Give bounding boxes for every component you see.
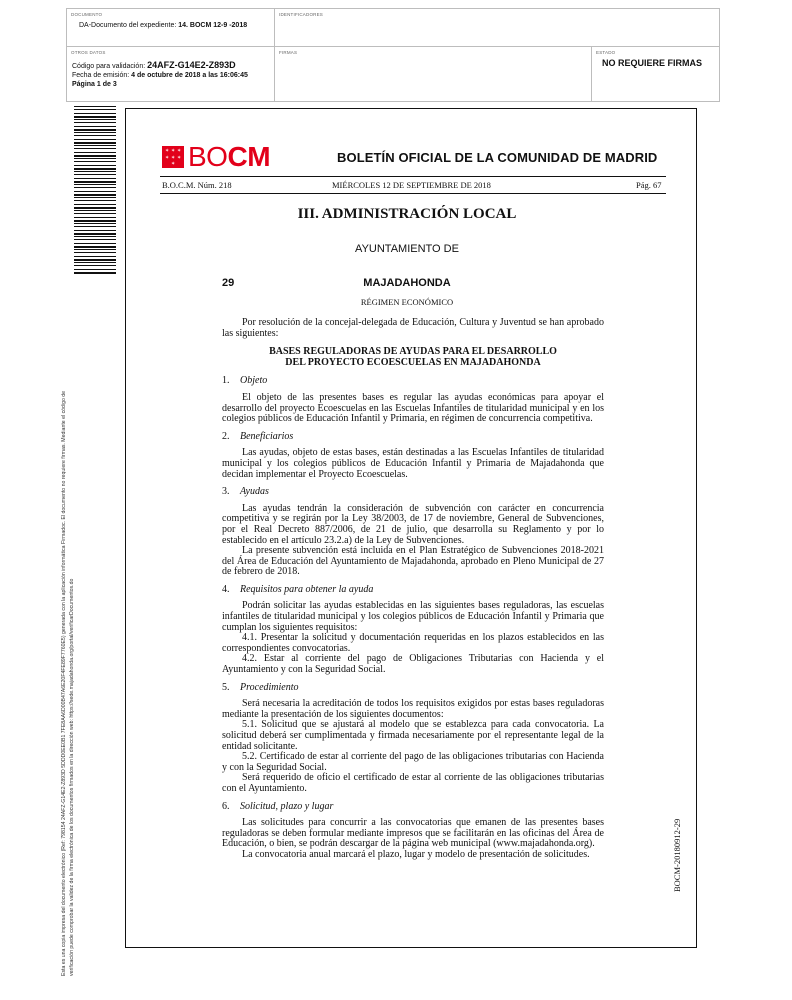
section-title: III. ADMINISTRACIÓN LOCAL	[297, 206, 517, 222]
sections-container	[222, 376, 604, 860]
barcode-bar	[74, 126, 116, 127]
estado-cell	[592, 47, 719, 101]
estado-label: ESTADO	[596, 50, 616, 55]
section-title-text: Objeto	[240, 375, 268, 387]
regime-heading: RÉGIMEN ECONÓMICO	[360, 297, 454, 307]
barcode-bar	[74, 152, 116, 153]
section-heading	[222, 376, 604, 387]
bases-title: BASES REGULADORAS DE AYUDAS PARA EL DESARROLLO DEL PROYECTO ECOESCUELAS EN MAJADAHONDA	[269, 346, 557, 368]
section-paragraph: Las ayudas, objeto de estas bases, están destinadas a las Escuelas Infantiles de titularidad municipal y los colegios públicos de Educación Infantil y Primaria de Majadahonda que decidan implementar el Proyecto Ecoescuelas.	[222, 447, 604, 480]
barcode-bar	[74, 265, 116, 266]
barcode-bar	[74, 142, 116, 144]
barcode-bar	[74, 129, 116, 131]
bulletin-date: MIÉRCOLES 12 DE SEPTIEMBRE DE 2018	[332, 180, 491, 190]
section-title-text: Procedimiento	[240, 681, 299, 693]
barcode-bar	[74, 155, 116, 157]
madrid-stars-icon: ✶ ✶ ✶ ✶ ✶ ✶ ✶	[162, 146, 184, 168]
barcode-bar	[74, 168, 116, 170]
barcode-bar	[74, 191, 116, 192]
barcode-bar	[74, 145, 116, 146]
section-paragraph: El objeto de las presentes bases es regular las ayudas económicas para apoyar el desarrollo del proyecto Ecoescuelas en las Escuelas Infantiles de titularidad municipal y en los colegios públicos de Educación Infantil y Primaria, en régimen de concurrencia competitiva.	[222, 391, 604, 425]
barcode-bar	[74, 272, 116, 274]
barcode-bar	[74, 119, 116, 120]
bulletin-title: BOLETÍN OFICIAL DE LA COMUNIDAD DE MADRID	[337, 150, 658, 165]
barcode-bar	[74, 230, 116, 231]
emision-prefix: Fecha de emisión:	[72, 72, 130, 79]
section-heading	[222, 585, 604, 596]
section-title-text: Solicitud, plazo y lugar	[240, 800, 334, 812]
barcode-bar	[74, 174, 116, 175]
barcode-bar	[74, 256, 116, 257]
barcode-bar	[74, 259, 116, 261]
barcode-bar	[74, 161, 116, 162]
section-paragraph: La convocatoria anual marcará el plazo, lugar y modelo de presentación de solicitudes.	[242, 848, 590, 860]
section-number: 3.	[222, 486, 230, 498]
barcode-bar	[74, 171, 116, 172]
barcode-bar	[74, 178, 116, 179]
estado-value: NO REQUIERE FIRMAS	[602, 58, 703, 68]
barcode-bar	[74, 116, 116, 118]
bocm-logo	[162, 141, 271, 172]
page-count: Página 1 de 3	[72, 81, 117, 88]
section-number: 6.	[222, 800, 230, 812]
barcode-bar	[74, 106, 116, 107]
otros-datos-cell	[67, 47, 275, 101]
verification-note	[60, 286, 76, 976]
municipality-name: MAJADAHONDA	[363, 277, 451, 289]
logo-text-bo: BO	[188, 141, 228, 172]
barcode-bar	[74, 181, 116, 183]
announcement-body	[222, 318, 604, 861]
section-paragraph: 4.1. Presentar la solicitud y documentación requeridas en los plazos establecidos en las correspondientes convocatorias.	[222, 632, 604, 654]
masthead-rule-top	[160, 176, 666, 177]
barcode-bar	[74, 184, 116, 185]
validation-code: 24AFZ-G14E2-Z893D	[147, 60, 236, 70]
intro-paragraph: Por resolución de la concejal-delegada de Educación, Cultura y Juventud se han aprobado las siguientes:	[222, 317, 604, 339]
verification-note-line: verificación puede comprobar la validez de la firma electrónica de los documentos firmados en la dirección web: https://sede.majadahonda.org/portal/verificarDocumentos.do	[69, 578, 75, 976]
section-heading	[222, 802, 604, 813]
announcement-number: 29	[222, 277, 235, 289]
section-paragraph: Será requerido de oficio el certificado de estar al corriente de las obligaciones tributarias con el Ayuntamiento.	[222, 772, 604, 794]
identificadores-cell	[275, 9, 719, 47]
firmas-cell	[275, 47, 592, 101]
barcode-bar	[74, 109, 116, 110]
barcode-bar	[74, 187, 116, 188]
barcode-bar	[74, 200, 116, 201]
documento-prefix: DA-Documento del expediente:	[79, 22, 177, 29]
section-title-text: Ayudas	[240, 486, 269, 498]
identificadores-label: IDENTIFICADORES	[279, 12, 324, 17]
section-number: 2.	[222, 430, 230, 442]
section-paragraph: Podrán solicitar las ayudas establecidas en las siguientes bases reguladoras, las escuelas infantiles de titularidad municipal y los colegios públicos de Educación Infantil y Primaria que cumplan los siguientes requisitos:	[222, 600, 604, 633]
masthead-rule-bottom	[160, 193, 666, 194]
documento-label: DOCUMENTO	[71, 12, 103, 17]
barcode-bar	[74, 158, 116, 159]
documento-value	[79, 21, 269, 30]
section-number: 4.	[222, 583, 230, 595]
section-paragraph: 5.2. Certificado de estar al corriente del pago de las obligaciones tributarias con Hacienda y con la Seguridad Social.	[222, 751, 604, 773]
barcode-bar	[74, 122, 116, 123]
documento-cell	[67, 9, 275, 47]
section-paragraph: Las solicitudes para concurrir a las convocatorias que emanen de las presentes bases reguladoras se deben formular mediante impresos que se facilitarán en las oficinas del Área de Educación, o bien, se podrán descargar de la página web municipal (www.majadahonda.org).	[222, 817, 604, 850]
section-heading	[222, 683, 604, 694]
verification-note-line: Esta es una copia impresa del documento electrónico (Ref: 798154 24AFZ-G14E2-Z893D 5DDD0EE0B1 7FE8AA6D00B47A6E20F4FE89F7760E5) generada con la aplicación informática Firmadoc. El documento no requiere firmas. Mediante el código de	[61, 390, 67, 976]
barcode-bar	[74, 236, 116, 237]
barcode-bar	[74, 204, 116, 205]
barcode-bar	[74, 132, 116, 133]
section-paragraph: 5.1. Solicitud que se ajustará al modelo que se establezca para cada convocatoria. La solicitud deberá ser cumplimentada y firmada necesariamente por el representante legal de la entidad solicitante.	[222, 719, 604, 752]
logo-text-cm: CM	[227, 141, 271, 172]
barcode-bar	[74, 262, 116, 263]
otros-datos-label: OTROS DATOS	[71, 50, 106, 55]
section-paragraph: 4.2. Estar al corriente del pago de Obligaciones Tributarias con Hacienda y el Ayuntamiento y con la Seguridad Social.	[222, 653, 604, 676]
barcode-bar	[74, 233, 116, 235]
barcode-bar	[74, 239, 116, 240]
firmas-label: FIRMAS	[279, 50, 298, 55]
otros-datos-values	[72, 61, 272, 89]
section-number: 1.	[222, 375, 230, 387]
emission-date: 4 de octubre de 2018 a las 16:06:45	[131, 72, 248, 79]
barcode-bar	[74, 139, 116, 140]
barcode-bar	[74, 148, 116, 149]
section-heading	[222, 487, 604, 498]
section-paragraph: Será necesaria la acreditación de todos los requisitos exigidos por estas bases reguladoras mediante la presentación de los siguientes documentos:	[222, 698, 604, 720]
barcode-bar	[74, 165, 116, 166]
documento-expediente: 14. BOCM 12-9 -2018	[178, 22, 248, 29]
barcode-bar	[74, 223, 116, 224]
bocm-side-code: BOCM-20180912-29	[672, 818, 682, 892]
section-heading	[222, 432, 604, 443]
validacion-prefix: Código para validación:	[72, 63, 146, 70]
barcode-bar	[74, 226, 116, 227]
ayuntamiento-heading: AYUNTAMIENTO DE	[355, 243, 459, 255]
bulletin-page: Pág. 67	[636, 180, 662, 190]
barcode-bar	[74, 113, 116, 114]
barcode-bar	[74, 269, 116, 270]
section-paragraph: Las ayudas tendrán la consideración de subvención con carácter en concurrencia competitiva y se regirán por la Ley 38/2003, de 17 de noviembre, General de Subvenciones, por el Real Decreto 887/2006, de 21 de julio, que desarrolla su Reglamento y por lo establecido en el artículo 23.2.a) de la Ley de Subvenciones.	[222, 502, 604, 546]
barcode-bar	[74, 197, 116, 198]
section-title-text: Beneficiarios	[240, 430, 294, 442]
barcode-bar	[74, 135, 116, 136]
bulletin-number: B.O.C.M. Núm. 218	[162, 180, 232, 190]
document-header-table	[66, 8, 720, 102]
barcode-bar	[74, 194, 116, 196]
section-number: 5.	[222, 681, 230, 693]
section-paragraph: La presente subvención está incluida en el Plan Estratégico de Subvenciones 2018-2021 del Área de Educación del Ayuntamiento de Majadahonda, aprobado en Pleno Municipal de 27 de febrero de 2018.	[222, 545, 604, 578]
section-title-text: Requisitos para obtener la ayuda	[240, 583, 374, 595]
